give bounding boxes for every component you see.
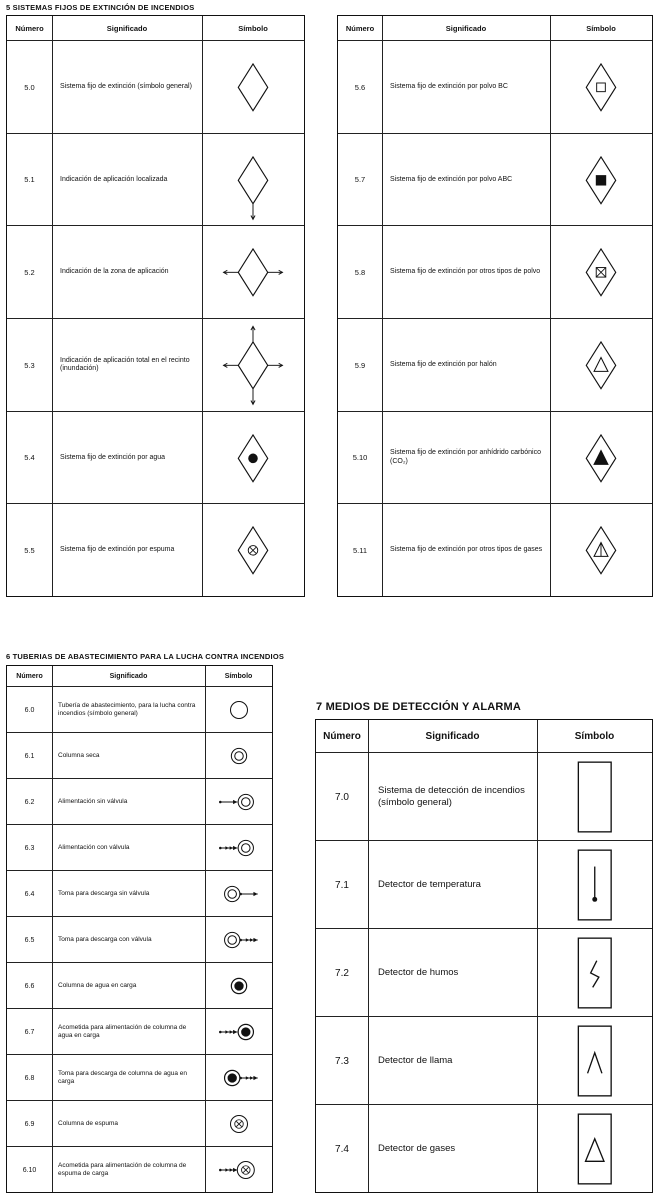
- diamond-filled-triangle-icon: [575, 415, 627, 502]
- row-description: Alimentación sin válvula: [58, 797, 128, 805]
- header-num: Número: [323, 730, 361, 742]
- table-row: [7, 318, 304, 411]
- table-row: [338, 318, 652, 411]
- header-num: Número: [345, 23, 375, 33]
- row-number: 6.9: [24, 1120, 35, 1128]
- row-symbol: [202, 412, 304, 505]
- circle-x-icon: [205, 1107, 273, 1141]
- row-number: 5.4: [24, 453, 35, 463]
- row-description: Sistema fijo de extinción (símbolo general): [60, 82, 192, 90]
- header-meaning: Significado: [445, 23, 487, 33]
- row-description: Sistema fijo de extinción por otros tipos de gases: [390, 546, 543, 554]
- row-number: 5.0: [24, 82, 35, 92]
- section6-table: [6, 665, 273, 1193]
- row-number: 5.11: [352, 546, 368, 556]
- diamond-arrow-down-icon: [227, 137, 279, 224]
- table-row: [316, 928, 652, 1016]
- section5-title: 5 SISTEMAS FIJOS DE EXTINCIÓN DE INCENDIOS: [6, 3, 195, 12]
- diamond-split-triangle-icon: [575, 507, 627, 594]
- row-symbol: [205, 687, 272, 733]
- circle-x-feed-icon: [205, 1153, 273, 1187]
- row-description: Columna de espuma: [58, 1119, 118, 1127]
- row-description: Indicación de aplicación total en el recinto (inundación): [60, 356, 190, 373]
- table-row: [7, 732, 272, 778]
- row-symbol: [202, 319, 304, 412]
- row-description: Sistema fijo de extinción por agua: [60, 453, 166, 461]
- row-description: Indicación de aplicación localizada: [60, 175, 168, 183]
- section6-title: 6 TUBERIAS DE ABASTECIMIENTO PARA LA LUCHA CONTRA INCENDIOS: [6, 652, 285, 661]
- row-symbol: [550, 41, 652, 134]
- row-description: Indicación de la zona de aplicación: [60, 268, 169, 276]
- row-description: Toma para descarga de columna de agua en carga: [58, 1069, 188, 1085]
- row-number: 7.2: [335, 967, 349, 979]
- table-row: [7, 503, 304, 596]
- row-number: 5.1: [24, 175, 35, 185]
- table-row: [7, 1054, 272, 1100]
- table-row: [338, 503, 652, 596]
- diamond-filled-square-icon: [575, 137, 627, 224]
- rect-plain-icon: [564, 756, 626, 838]
- table-row: [7, 411, 304, 504]
- table-row: [7, 133, 304, 226]
- row-symbol: [205, 871, 272, 917]
- table-row: [338, 411, 652, 504]
- row-description: Acometida para alimentación de columna de agua en carga: [58, 1023, 187, 1039]
- diamond-filled-circle-icon: [227, 415, 279, 502]
- table-row: [7, 962, 272, 1008]
- row-description: Detector de humos: [378, 967, 459, 979]
- row-symbol: [205, 779, 272, 825]
- table-row: [7, 824, 272, 870]
- row-symbol: [550, 226, 652, 319]
- header-symbol: Símbolo: [224, 672, 253, 680]
- row-number: 6.8: [24, 1074, 35, 1082]
- table-row: [7, 778, 272, 824]
- row-description: Sistema fijo de extinción por otros tipos de polvo: [390, 268, 541, 276]
- row-description: Sistema fijo de extinción por halón: [390, 360, 497, 368]
- row-number: 5.8: [354, 268, 366, 278]
- row-symbol: [537, 1105, 652, 1193]
- section7-table: [315, 719, 653, 1193]
- row-number: 6.6: [24, 982, 35, 990]
- row-number: 7.3: [335, 1055, 349, 1067]
- row-number: 5.9: [354, 360, 366, 370]
- diamond-empty-triangle-icon: [575, 322, 627, 409]
- row-number: 7.1: [335, 879, 349, 891]
- row-description: Columna de agua en carga: [58, 981, 137, 989]
- row-symbol: [205, 1055, 272, 1101]
- header-symbol: Símbolo: [238, 23, 268, 33]
- table-row: [338, 40, 652, 133]
- table-row: [7, 40, 304, 133]
- row-symbol: [205, 825, 272, 871]
- header-symbol: Símbolo: [586, 23, 616, 33]
- row-description: Sistema de detección de incendios (símbolo general): [378, 785, 525, 808]
- row-number: 7.0: [335, 791, 349, 803]
- row-symbol: [202, 226, 304, 319]
- table-row: [7, 686, 272, 732]
- table-row: [7, 1100, 272, 1146]
- row-symbol: [202, 504, 304, 597]
- table-row: [7, 225, 304, 318]
- row-number: 5.5: [24, 546, 35, 556]
- diamond-arrows-sides-icon: [227, 229, 279, 316]
- row-symbol: [537, 841, 652, 929]
- section5-left-table: [6, 15, 305, 597]
- circle-plain-icon: [205, 693, 273, 727]
- row-symbol: [550, 134, 652, 227]
- row-number: 6.5: [24, 936, 35, 944]
- table-row: [316, 1104, 652, 1192]
- rect-gas-icon: [564, 1108, 626, 1190]
- row-symbol: [205, 733, 272, 779]
- row-symbol: [537, 753, 652, 841]
- header-meaning: Significado: [425, 730, 480, 742]
- row-number: 6.4: [24, 890, 35, 898]
- diamond-circle-x-icon: [227, 507, 279, 594]
- row-number: 6.2: [24, 798, 35, 806]
- row-symbol: [205, 1147, 272, 1193]
- row-description: Columna seca: [58, 751, 100, 759]
- row-number: 6.10: [22, 1166, 37, 1174]
- row-symbol: [202, 134, 304, 227]
- rect-thermometer-icon: [564, 844, 626, 926]
- filled-circle-ring-icon: [205, 969, 273, 1003]
- row-description: Tubería de abastecimiento, para la lucha contra incendios (símbolo general): [58, 701, 196, 717]
- row-symbol: [537, 929, 652, 1017]
- header-num: Número: [16, 672, 43, 680]
- diamond-square-x-icon: [575, 229, 627, 316]
- table-row: [7, 870, 272, 916]
- header-symbol: Símbolo: [574, 730, 615, 742]
- rect-smoke-icon: [564, 932, 626, 1014]
- filled-circle-feed-icon: [205, 1015, 273, 1049]
- row-number: 5.10: [352, 453, 368, 463]
- table-row: [7, 1146, 272, 1192]
- row-number: 5.3: [24, 360, 35, 370]
- double-circle-outlet-icon: [205, 877, 273, 911]
- row-symbol: [550, 504, 652, 597]
- table-row: [338, 225, 652, 318]
- double-circle-feed-valve-icon: [205, 831, 273, 865]
- row-description: Detector de temperatura: [378, 879, 481, 891]
- row-description: Alimentación con válvula: [58, 843, 130, 851]
- row-symbol: [550, 319, 652, 412]
- double-circle-feed-icon: [205, 785, 273, 819]
- row-description: Sistema fijo de extinción por polvo BC: [390, 82, 508, 90]
- row-number: 6.7: [24, 1028, 35, 1036]
- row-description: Acometida para alimentación de columna de espuma de carga: [58, 1161, 187, 1177]
- row-description: Detector de gases: [378, 1143, 456, 1155]
- row-symbol: [205, 963, 272, 1009]
- row-symbol: [202, 41, 304, 134]
- row-number: 6.0: [24, 706, 35, 714]
- header-meaning: Significado: [109, 672, 148, 680]
- table-row: [316, 1016, 652, 1104]
- diamond-plain-icon: [227, 44, 279, 131]
- row-description: Detector de llama: [378, 1055, 453, 1067]
- row-description: Toma para descarga sin válvula: [58, 889, 150, 897]
- diamond-empty-square-icon: [575, 44, 627, 131]
- row-number: 5.2: [24, 268, 35, 278]
- header-meaning: Significado: [106, 23, 148, 33]
- row-number: 6.1: [24, 752, 35, 760]
- row-symbol: [205, 1101, 272, 1147]
- row-symbol: [537, 1017, 652, 1105]
- row-symbol: [550, 412, 652, 505]
- row-number: 6.3: [24, 844, 35, 852]
- header-num: Número: [15, 23, 44, 33]
- rect-flame-icon: [564, 1020, 626, 1102]
- row-symbol: [205, 1009, 272, 1055]
- filled-circle-outlet-icon: [205, 1061, 273, 1095]
- table-row: [7, 916, 272, 962]
- table-row: [338, 133, 652, 226]
- diamond-arrows-all-icon: [227, 322, 279, 409]
- row-number: 5.6: [354, 82, 366, 92]
- row-symbol: [205, 917, 272, 963]
- row-description: Sistema fijo de extinción por anhídrido carbónico (CO₂): [390, 449, 541, 465]
- section5-right-table: [337, 15, 653, 597]
- row-number: 5.7: [354, 175, 366, 185]
- row-description: Sistema fijo de extinción por espuma: [60, 546, 175, 554]
- section7-title: 7 MEDIOS DE DETECCIÓN Y ALARMA: [316, 701, 522, 713]
- table-row: [7, 1008, 272, 1054]
- table-row: [316, 752, 652, 840]
- double-circle-outlet-valve-icon: [205, 923, 273, 957]
- table-row: [316, 840, 652, 928]
- row-description: Sistema fijo de extinción por polvo ABC: [390, 175, 513, 183]
- double-circle-icon: [205, 739, 273, 773]
- row-description: Toma para descarga con válvula: [58, 935, 152, 943]
- row-number: 7.4: [335, 1143, 349, 1155]
